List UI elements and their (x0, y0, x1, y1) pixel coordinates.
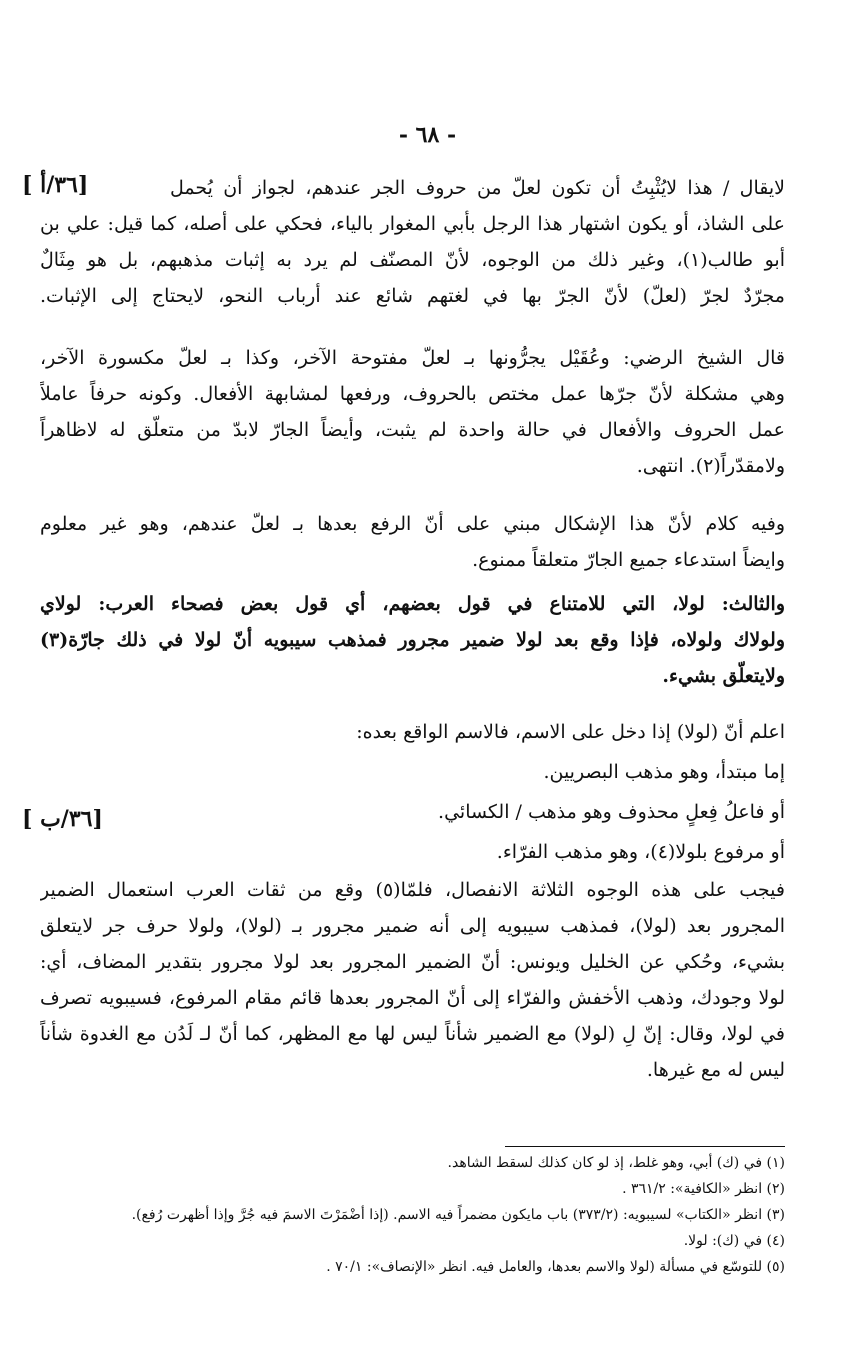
paragraph-6 (40, 872, 785, 1088)
text-line: ليس له مع غيرها. (646, 1059, 785, 1081)
text-line: المجرور بعد (لولا)، فمذهب سيبويه إلى أنه ضمير مجرور بـ (لولا)، ولولا حرف جر لايتعلق (40, 915, 785, 937)
text-line: ولايتعلّق بشيء. (662, 665, 785, 687)
paragraph-5 (40, 712, 785, 872)
text-line: لولا وجودك، وذهب الأخفش والفرّاء إلى أنّ المجرور بعدها قائم مقام المرفوع، فسيبويه تصرف (40, 987, 785, 1009)
paragraph-4-matn (40, 586, 785, 694)
text-line: أو مرفوع بلولا(٤)، وهو مذهب الفرّاء. (496, 841, 785, 863)
footnote-4: (٤) في (ك): لولا. (683, 1233, 785, 1249)
text-line: وهي مشكلة لأنّ جرّها عمل مختص بالحروف، ورفعها لمشابهة الأفعال. وكونه حرفاً عاملاً (40, 383, 785, 405)
text-line: عمل الحروف والأفعال في حالة واحدة لم يثبت، وأيضاً الجارّ لابدّ من متعلّق له لاظاهراً (40, 419, 785, 441)
text-line: وفيه كلام لأنّ هذا الإشكال مبني على أنّ الرفع بعدها بـ لعلّ عندهم، وهو غير معلوم (40, 513, 785, 535)
footnote-3: (٣) انظر «الكتاب» لسيبويه: (٣٧٣/٢) باب مايكون مضمراً فيه الاسم. (إذا أضْمَرْتَ الاسمَ فيه جُرَّ وإذا أظهرت رُفع). (131, 1207, 785, 1223)
page-number: - ٦٨ - (398, 122, 457, 148)
footnotes (40, 1150, 785, 1280)
margin-ref-36a: [ ٣٦/أ] (22, 172, 89, 198)
paragraph-3 (40, 506, 785, 578)
text-line: فيجب على هذه الوجوه الثلاثة الانفصال، فلمّا(٥) وقع من ثقات العرب استعمال الضمير (40, 879, 785, 901)
text-line: مجرّدٌ لجرّ (لعلّ) لأنّ الجرّ بها في لغتهم شائع عند أرباب النحو، لايحتاج إلى الإثبات. (40, 285, 785, 307)
text-line: على الشاذ، أو يكون اشتهار هذا الرجل بأبي المغوار بالياء، فحكي على أصله، كما قيل: علي بن (40, 213, 785, 235)
text-line: ولامقدّراً(٢). انتهى. (636, 455, 785, 477)
footnote-1: (١) في (ك) أبي، وهو غلط، إذ لو كان كذلك لسقط الشاهد. (447, 1155, 785, 1171)
text-line: وايضاً استدعاء جميع الجارّ متعلقاً ممنوع. (472, 549, 785, 571)
text-line: اعلم أنّ (لولا) إذا دخل على الاسم، فالاسم الواقع بعده: (356, 721, 785, 743)
text-line: أو فاعلُ فِعلٍ محذوف وهو مذهب / الكسائي. (438, 801, 785, 823)
text-line: والثالث: لولا، التي للامتناع في قول بعضهم، أي قول بعض فصحاء العرب: لولاي (40, 593, 785, 615)
text-line: بشيء، وحُكي عن الخليل ويونس: أنّ الضمير المجرور بعد لولا مجرور بتقدير المضاف، أي: (40, 951, 785, 973)
text-line: إما مبتدأ، وهو مذهب البصريين. (543, 761, 785, 783)
footnote-5: (٥) للتوسّع في مسألة (لولا والاسم بعدها، والعامل فيه. انظر «الإنصاف»: ٧٠/١ . (326, 1259, 785, 1275)
paragraph-2 (40, 340, 785, 484)
text-line: أبو طالب(١)، وغير ذلك من الوجوه، لأنّ المصنّف لم يرد به إثبات مذهبهم، بل هو مِثَالٌ (40, 249, 785, 271)
text-line: قال الشيخ الرضي: وعُقَيْل يجرُّونها بـ لعلّ مفتوحة الآخر، وكذا بـ لعلّ مكسورة الآخر، (40, 347, 785, 369)
footnote-2: (٢) انظر «الكافية»: ٣٦١/٢ . (622, 1181, 785, 1197)
footnote-divider (505, 1146, 785, 1147)
margin-ref-36b: [ ٣٦/ب] (22, 806, 103, 832)
text-line: في لولا، وقال: إنّ لِ (لولا) مع الضمير شأناً ليس لها مع المظهر، كما أنّ لـ لَدُن مع الغدوة شأناً (40, 1023, 785, 1045)
text-line: ولولاك ولولاه، فإذا وقع بعد لولا ضمير مجرور فمذهب سيبويه أنّ لولا في ذلك جارّة(٣) (40, 629, 785, 651)
text-line: لايقال / هذا لايُثْبِتُ أن تكون لعلّ من حروف الجر عندهم، لجواز أن يُحمل (170, 177, 785, 199)
paragraph-1 (40, 170, 785, 314)
